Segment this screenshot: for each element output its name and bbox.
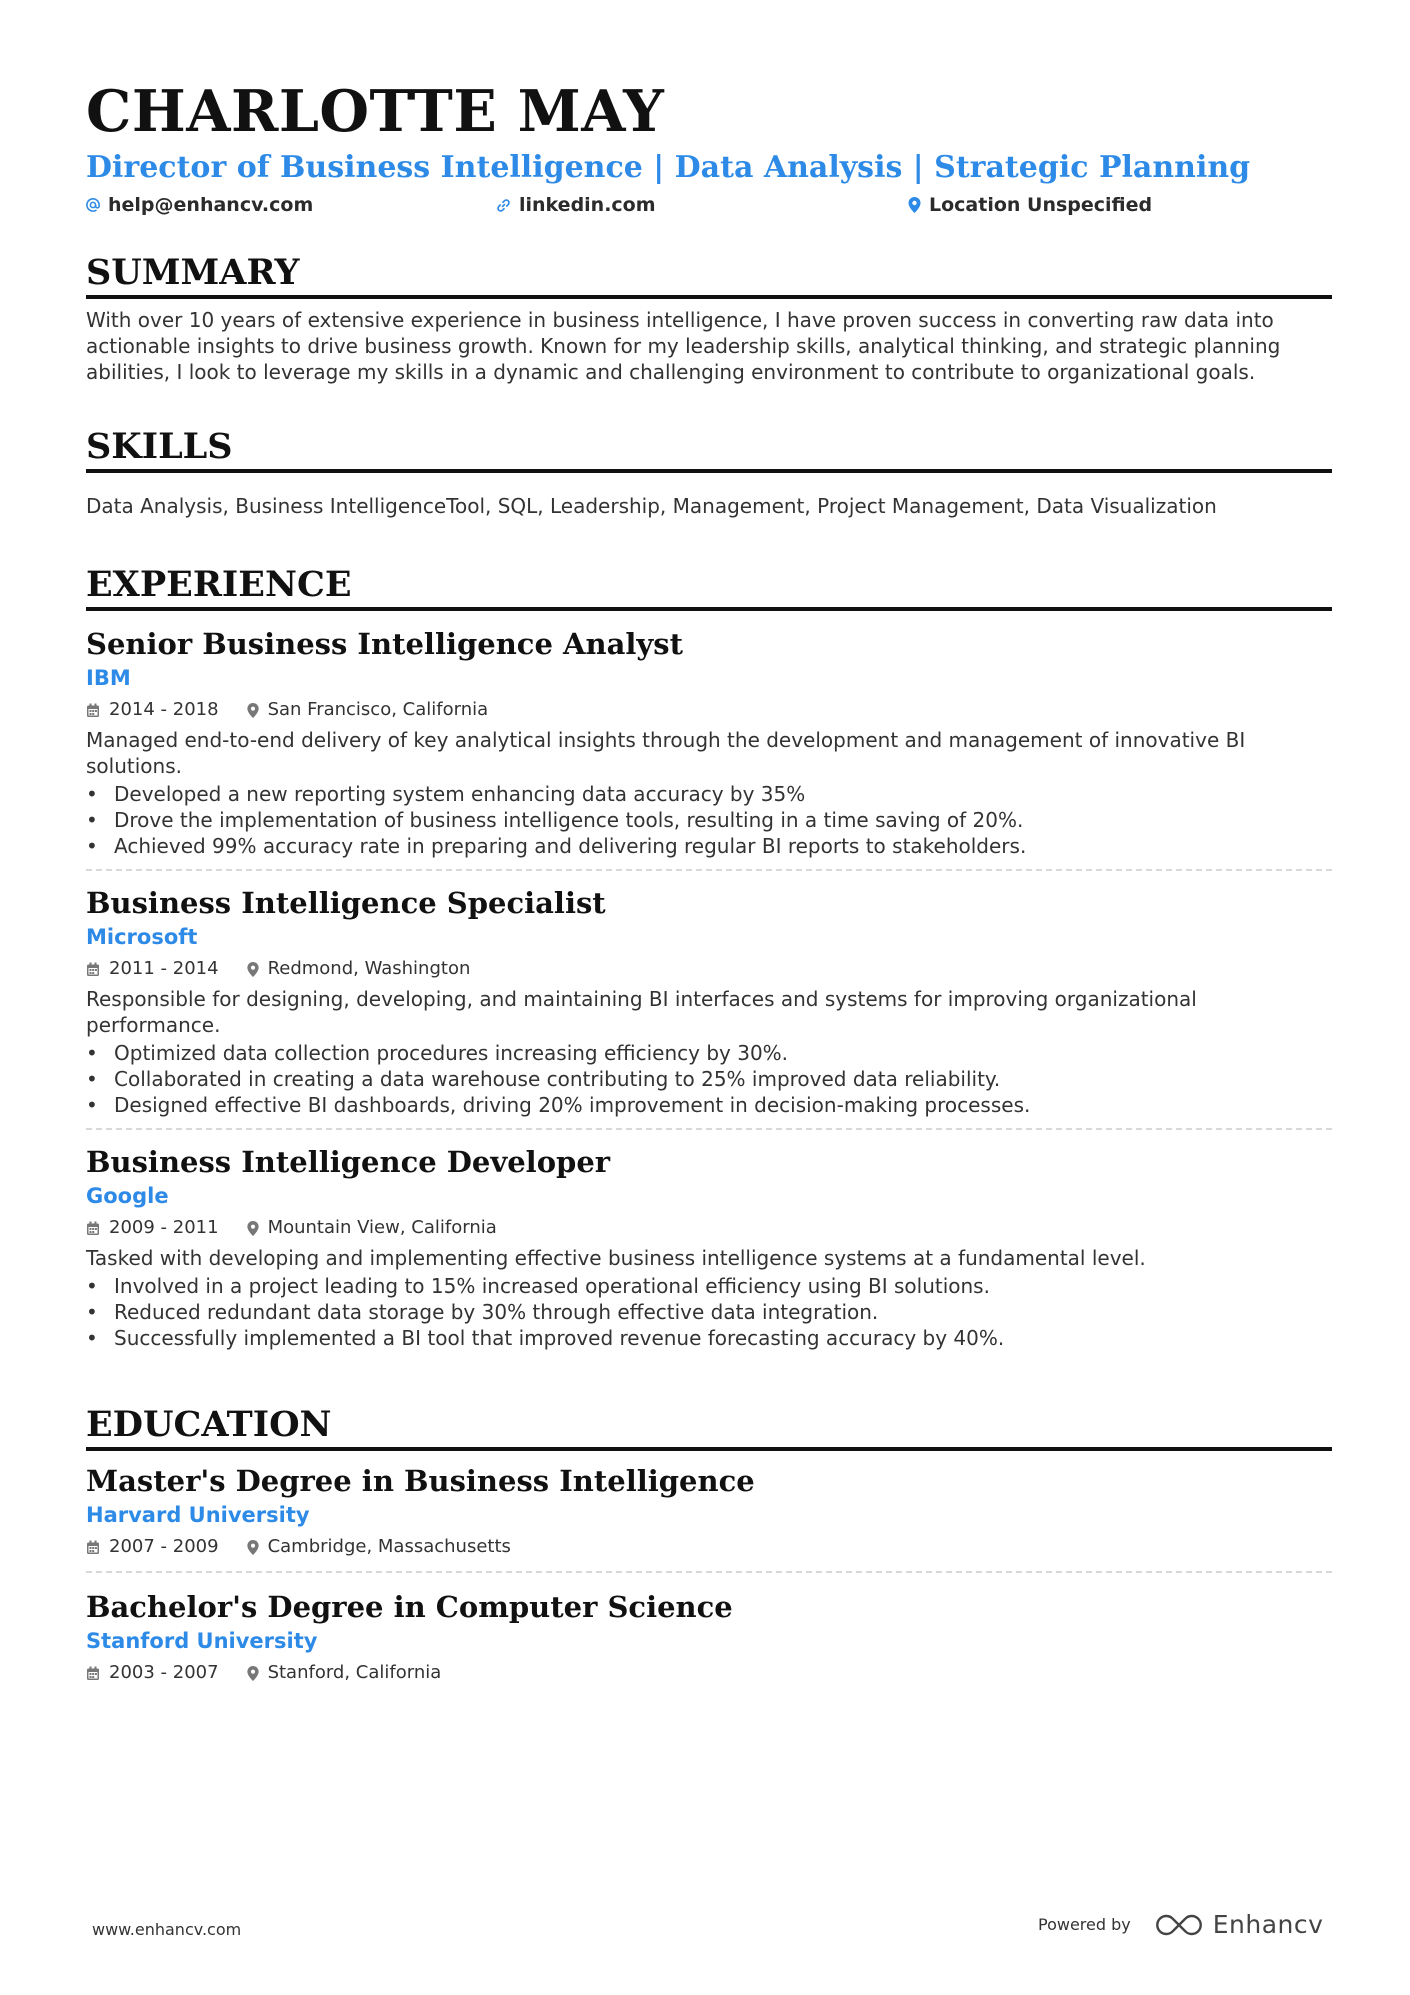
- education-location: Stanford, California: [247, 1659, 442, 1687]
- headline: Director of Business Intelligence | Data Analysis | Strategic Planning: [86, 150, 1251, 185]
- job-title: Senior Business Intelligence Analyst: [86, 627, 683, 661]
- achievement-list: [86, 1040, 1332, 1118]
- calendar-icon: [86, 1221, 100, 1236]
- at-icon: [86, 198, 100, 212]
- job-location: Mountain View, California: [247, 1214, 497, 1242]
- contact-email[interactable]: [86, 190, 313, 220]
- calendar-icon: [86, 703, 100, 718]
- education-dates: 2007 - 2009: [86, 1533, 219, 1561]
- degree-title: Bachelor's Degree in Computer Science: [86, 1590, 733, 1624]
- candidate-name: CHARLOTTE MAY: [86, 78, 665, 145]
- location-pin-icon: [247, 703, 259, 718]
- achievement-item: • Successfully implemented a BI tool that improved revenue forecasting accuracy by 40%.: [86, 1325, 1332, 1351]
- experience-entry: [86, 885, 1332, 1130]
- education-meta: [86, 1659, 1332, 1687]
- contact-bar: [86, 190, 1332, 220]
- job-description: Responsible for designing, developing, and maintaining BI interfaces and systems for improving organizational performance.: [86, 987, 1197, 1037]
- job-description: Managed end-to-end delivery of key analytical insights through the development and management of innovative BI solutions.: [86, 728, 1246, 778]
- enhancv-logo-icon: [1155, 1913, 1203, 1937]
- location-text: Location Unspecified: [929, 194, 1153, 216]
- education-entry: [86, 1463, 1332, 1573]
- achievement-item: • Reduced redundant data storage by 30% through effective data integration.: [86, 1299, 1332, 1325]
- achievement-list: [86, 1273, 1332, 1351]
- degree-title: Master's Degree in Business Intelligence: [86, 1464, 755, 1498]
- company-name: Google: [86, 1184, 169, 1208]
- job-location: Redmond, Washington: [247, 955, 471, 983]
- powered-by-label: Powered by: [1038, 1915, 1131, 1934]
- calendar-icon: [86, 962, 100, 977]
- skills-text: Data Analysis, Business IntelligenceTool, SQL, Leadership, Management, Project Management, Data Visualization: [86, 494, 1217, 518]
- job-description: Tasked with developing and implementing effective business intelligence systems at a fundamental level.: [86, 1246, 1146, 1270]
- location-pin-icon: [247, 962, 259, 977]
- achievement-item: • Achieved 99% accuracy rate in preparing and delivering regular BI reports to stakeholders.: [86, 833, 1332, 859]
- job-meta: [86, 1214, 1332, 1242]
- education-dates: 2003 - 2007: [86, 1659, 219, 1687]
- company-name: IBM: [86, 666, 131, 690]
- achievement-item: • Collaborated in creating a data warehouse contributing to 25% improved data reliability.: [86, 1066, 1332, 1092]
- contact-linkedin[interactable]: [496, 190, 656, 220]
- achievement-item: • Developed a new reporting system enhancing data accuracy by 35%: [86, 781, 1332, 807]
- experience-entry: [86, 626, 1332, 871]
- job-meta: [86, 955, 1332, 983]
- education-location: Cambridge, Massachusetts: [247, 1533, 511, 1561]
- achievement-item: • Drove the implementation of business intelligence tools, resulting in a time saving of 20%.: [86, 807, 1332, 833]
- school-name: Stanford University: [86, 1629, 318, 1653]
- education-entry: [86, 1589, 1332, 1697]
- education-list: [86, 1463, 1332, 1697]
- school-name: Harvard University: [86, 1503, 310, 1527]
- achievement-list: [86, 781, 1332, 859]
- achievement-item: • Involved in a project leading to 15% increased operational efficiency using BI solutions.: [86, 1273, 1332, 1299]
- education-heading: EDUCATION: [86, 1403, 1332, 1451]
- location-pin-icon: [247, 1666, 259, 1681]
- location-pin-icon: [247, 1540, 259, 1555]
- email-text: help@enhancv.com: [108, 194, 314, 216]
- contact-location: [908, 190, 1152, 220]
- location-pin-icon: [908, 197, 921, 213]
- job-location: San Francisco, California: [247, 696, 489, 724]
- calendar-icon: [86, 1540, 100, 1555]
- job-dates: 2011 - 2014: [86, 955, 219, 983]
- brand-name: Enhancv: [1212, 1910, 1324, 1939]
- company-name: Microsoft: [86, 925, 198, 949]
- job-dates: 2009 - 2011: [86, 1214, 219, 1242]
- job-title: Business Intelligence Specialist: [86, 886, 606, 920]
- experience-heading: EXPERIENCE: [86, 563, 1332, 611]
- education-meta: [86, 1533, 1332, 1561]
- job-meta: [86, 696, 1332, 724]
- summary-heading: SUMMARY: [86, 251, 1332, 299]
- experience-list: [86, 626, 1332, 1361]
- resume-page: [86, 78, 1332, 1697]
- calendar-icon: [86, 1666, 100, 1681]
- skills-heading: SKILLS: [86, 425, 1332, 473]
- footer-branding[interactable]: [1038, 1910, 1323, 1939]
- job-dates: 2014 - 2018: [86, 696, 219, 724]
- linkedin-text: linkedin.com: [519, 194, 656, 216]
- experience-entry: [86, 1144, 1332, 1361]
- achievement-item: • Optimized data collection procedures increasing efficiency by 30%.: [86, 1040, 1332, 1066]
- summary-text: With over 10 years of extensive experience in business intelligence, I have proven success in converting raw data into actionable insights to drive business growth. Known for my leadership skills, analytical thinking, and strategic planning abilities, I look to leverage my skills in a dynamic and challenging environment to contribute to organizational goals.: [86, 308, 1281, 384]
- job-title: Business Intelligence Developer: [86, 1145, 611, 1179]
- achievement-item: • Designed effective BI dashboards, driving 20% improvement in decision-making processes.: [86, 1092, 1332, 1118]
- link-icon: [496, 198, 511, 213]
- footer-website[interactable]: www.enhancv.com: [92, 1920, 242, 1939]
- location-pin-icon: [247, 1221, 259, 1236]
